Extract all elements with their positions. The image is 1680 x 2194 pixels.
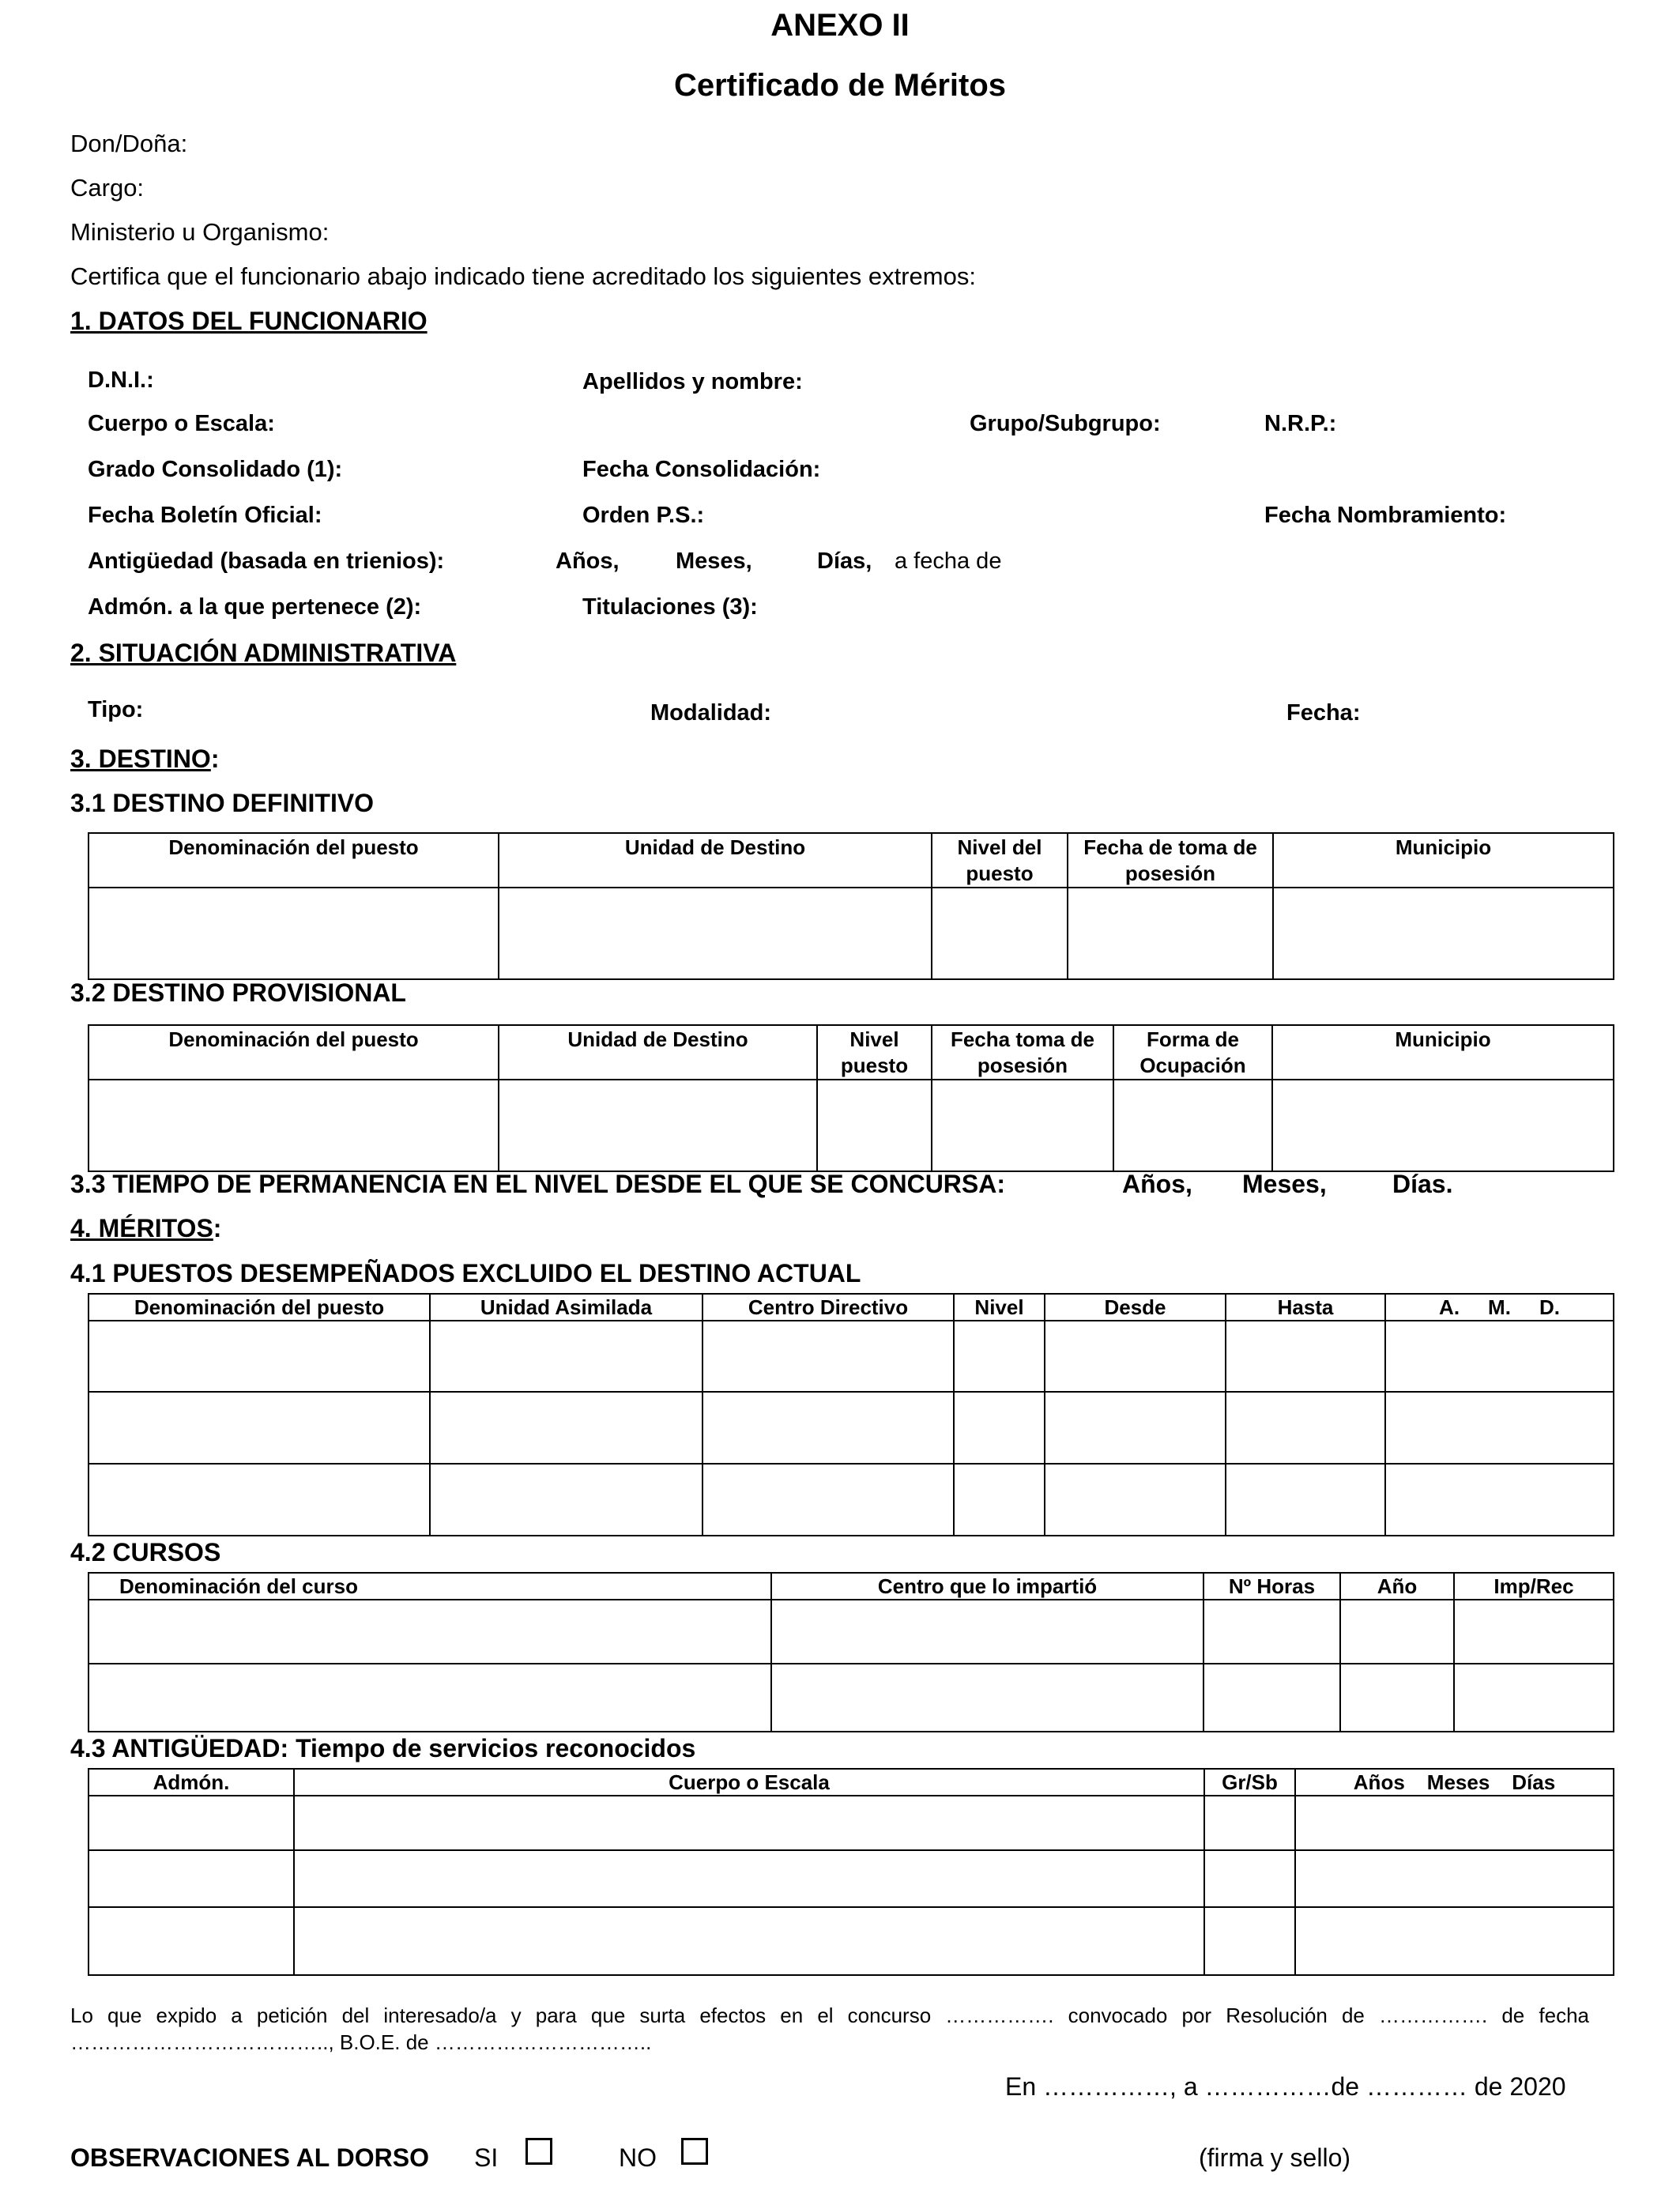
destino-definitivo-table xyxy=(88,832,1614,980)
fecha-nombramiento-label: Fecha Nombramiento: xyxy=(1264,503,1507,528)
cell-empty[interactable] xyxy=(954,1321,1045,1392)
cell-empty[interactable] xyxy=(932,888,1068,979)
antiguedad-table xyxy=(88,1768,1614,1976)
certifica-text: Certifica que el funcionario abajo indicado tiene acreditado los siguientes extremos: xyxy=(70,262,976,290)
cell-empty[interactable] xyxy=(954,1464,1045,1536)
col-unidad-destino: Unidad de Destino xyxy=(499,1025,817,1080)
col-gr-sb: Gr/Sb xyxy=(1204,1769,1295,1796)
cell-empty[interactable] xyxy=(1295,1796,1614,1850)
section-4-heading xyxy=(70,1214,221,1243)
grupo-label: Grupo/Subgrupo: xyxy=(970,411,1161,436)
puestos-heading: 4.1 PUESTOS DESEMPEÑADOS EXCLUIDO EL DESTINO ACTUAL xyxy=(70,1259,861,1287)
cell-empty[interactable] xyxy=(1068,888,1273,979)
cell-empty[interactable] xyxy=(703,1464,954,1536)
observaciones-label: OBSERVACIONES AL DORSO xyxy=(70,2143,429,2172)
col-admon: Admón. xyxy=(89,1769,294,1796)
col-ano: Año xyxy=(1340,1573,1454,1600)
table-row xyxy=(89,888,1614,979)
cell-empty[interactable] xyxy=(1340,1600,1454,1664)
destino-provisional-table xyxy=(88,1024,1614,1172)
cell-empty[interactable] xyxy=(1273,888,1614,979)
col-municipio: Municipio xyxy=(1272,1025,1614,1080)
cell-empty[interactable] xyxy=(294,1850,1204,1907)
cell-empty[interactable] xyxy=(1203,1664,1340,1732)
no-checkbox[interactable] xyxy=(681,2138,708,2165)
section-3-heading xyxy=(70,745,219,774)
permanencia-meses: Meses, xyxy=(1242,1170,1327,1198)
si-label: SI xyxy=(474,2143,499,2172)
col-unidad-asimilada: Unidad Asimilada xyxy=(430,1294,703,1321)
col-centro-imparticion: Centro que lo impartió xyxy=(771,1573,1203,1600)
section-3-colon: : xyxy=(210,745,220,773)
destino-definitivo-heading: 3.1 DESTINO DEFINITIVO xyxy=(70,789,375,817)
ministerio-label: Ministerio u Organismo: xyxy=(70,218,330,246)
cell-empty[interactable] xyxy=(89,1080,499,1171)
col-amd: A. M. D. xyxy=(1385,1294,1614,1321)
table-row xyxy=(89,1664,1614,1732)
dni-label: D.N.I.: xyxy=(88,368,154,393)
cell-empty[interactable] xyxy=(1454,1600,1614,1664)
cell-empty[interactable] xyxy=(954,1392,1045,1464)
cell-empty[interactable] xyxy=(1045,1321,1226,1392)
antiguedad-dias: Días, xyxy=(817,548,872,574)
cell-empty[interactable] xyxy=(703,1392,954,1464)
col-unidad-destino: Unidad de Destino xyxy=(499,833,932,888)
cell-empty[interactable] xyxy=(499,1080,817,1171)
col-denominacion: Denominación del puesto xyxy=(89,1025,499,1080)
col-denominacion: Denominación del puesto xyxy=(89,1294,430,1321)
cell-empty[interactable] xyxy=(1204,1907,1295,1975)
cell-empty[interactable] xyxy=(771,1600,1203,1664)
col-denominacion: Denominación del puesto xyxy=(89,833,499,888)
table-row xyxy=(89,1464,1614,1536)
table-row xyxy=(89,1796,1614,1850)
cell-empty[interactable] xyxy=(89,1392,430,1464)
cell-empty[interactable] xyxy=(932,1080,1113,1171)
col-anos-meses-dias: Años Meses Días xyxy=(1295,1769,1614,1796)
cell-empty[interactable] xyxy=(1226,1464,1385,1536)
col-fecha-toma: Fecha de toma de posesión xyxy=(1068,833,1273,888)
cell-empty[interactable] xyxy=(1272,1080,1614,1171)
fecha-consolidacion-label: Fecha Consolidación: xyxy=(582,457,821,482)
cuerpo-label: Cuerpo o Escala: xyxy=(88,411,275,436)
cell-empty[interactable] xyxy=(1385,1392,1614,1464)
destino-provisional-heading: 3.2 DESTINO PROVISIONAL xyxy=(70,978,406,1007)
table-row xyxy=(89,1080,1614,1171)
table-row xyxy=(89,1392,1614,1464)
table-row xyxy=(89,1600,1614,1664)
cell-empty[interactable] xyxy=(703,1321,954,1392)
antiguedad-anos: Años, xyxy=(556,548,620,574)
cell-empty[interactable] xyxy=(1295,1850,1614,1907)
cell-empty[interactable] xyxy=(1045,1464,1226,1536)
section-1-heading: 1. DATOS DEL FUNCIONARIO xyxy=(70,307,428,335)
grado-label: Grado Consolidado (1): xyxy=(88,457,343,482)
col-denominacion-curso: Denominación del curso xyxy=(89,1573,771,1600)
antiguedad-heading: 4.3 ANTIGÜEDAD: Tiempo de servicios reconocidos xyxy=(70,1734,696,1762)
cell-empty[interactable] xyxy=(1204,1796,1295,1850)
table-row xyxy=(89,1850,1614,1907)
titulaciones-label: Titulaciones (3): xyxy=(582,594,758,620)
col-nivel: Nivel del puesto xyxy=(932,833,1068,888)
cell-empty[interactable] xyxy=(294,1796,1204,1850)
tipo-label: Tipo: xyxy=(88,697,144,722)
cell-empty[interactable] xyxy=(89,1664,771,1732)
modalidad-label: Modalidad: xyxy=(650,700,772,726)
cell-empty[interactable] xyxy=(1226,1392,1385,1464)
col-centro-directivo: Centro Directivo xyxy=(703,1294,954,1321)
table-row xyxy=(89,1321,1614,1392)
cell-empty[interactable] xyxy=(430,1392,703,1464)
no-label: NO xyxy=(619,2143,657,2172)
cell-empty[interactable] xyxy=(1340,1664,1454,1732)
col-fecha-toma: Fecha toma de posesión xyxy=(932,1025,1113,1080)
cargo-label: Cargo: xyxy=(70,174,145,202)
antiguedad-label: Antigüedad (basada en trienios): xyxy=(88,548,445,574)
annex-title: ANEXO II xyxy=(770,8,910,43)
cell-empty[interactable] xyxy=(294,1907,1204,1975)
col-nivel: Nivel puesto xyxy=(817,1025,932,1080)
apellidos-label: Apellidos y nombre: xyxy=(582,369,803,394)
cell-empty[interactable] xyxy=(89,888,499,979)
firma-label: (firma y sello) xyxy=(1199,2143,1351,2172)
cell-empty[interactable] xyxy=(499,888,932,979)
cell-empty[interactable] xyxy=(1045,1392,1226,1464)
page-title: Certificado de Méritos xyxy=(673,68,1007,103)
cell-empty[interactable] xyxy=(1385,1464,1614,1536)
section-3-title: 3. DESTINO xyxy=(70,745,211,773)
cell-empty[interactable] xyxy=(1385,1321,1614,1392)
col-forma-ocupacion: Forma de Ocupación xyxy=(1113,1025,1272,1080)
cell-empty[interactable] xyxy=(89,1464,430,1536)
cell-empty[interactable] xyxy=(89,1321,430,1392)
orden-label: Orden P.S.: xyxy=(582,503,705,528)
cell-empty[interactable] xyxy=(89,1907,294,1975)
col-hasta: Hasta xyxy=(1226,1294,1385,1321)
section-4-colon: : xyxy=(213,1214,222,1242)
table-row xyxy=(89,1907,1614,1975)
section-2-heading: 2. SITUACIÓN ADMINISTRATIVA xyxy=(70,639,457,667)
cell-empty[interactable] xyxy=(89,1850,294,1907)
cell-empty[interactable] xyxy=(817,1080,932,1171)
col-horas: Nº Horas xyxy=(1203,1573,1340,1600)
col-cuerpo-escala: Cuerpo o Escala xyxy=(294,1769,1204,1796)
cell-empty[interactable] xyxy=(89,1600,771,1664)
cell-empty[interactable] xyxy=(1295,1907,1614,1975)
a-fecha-de: a fecha de xyxy=(895,548,1002,574)
section-4-title: 4. MÉRITOS xyxy=(70,1214,213,1242)
expido-text-line1: Lo que expido a petición del interesado/a y para que surta efectos en el concurso ……………. convocado por Resolución de ……………. de fecha xyxy=(70,2004,1589,2027)
col-imp-rec: Imp/Rec xyxy=(1454,1573,1614,1600)
don-label: Don/Doña: xyxy=(70,130,188,157)
expido-text-line2: ……………………………….., B.O.E. de ………………………….. xyxy=(70,2030,652,2054)
cell-empty[interactable] xyxy=(1204,1850,1295,1907)
col-desde: Desde xyxy=(1045,1294,1226,1321)
antiguedad-meses: Meses, xyxy=(676,548,752,574)
col-nivel: Nivel xyxy=(954,1294,1045,1321)
cell-empty[interactable] xyxy=(1226,1321,1385,1392)
admon-label: Admón. a la que pertenece (2): xyxy=(88,594,422,620)
fecha-label: Fecha: xyxy=(1286,700,1361,726)
fecha-boletin-label: Fecha Boletín Oficial: xyxy=(88,503,322,528)
cell-empty[interactable] xyxy=(430,1464,703,1536)
cursos-heading: 4.2 CURSOS xyxy=(70,1538,221,1566)
cell-empty[interactable] xyxy=(771,1664,1203,1732)
cell-empty[interactable] xyxy=(1203,1600,1340,1664)
nrp-label: N.R.P.: xyxy=(1264,411,1337,436)
col-municipio: Municipio xyxy=(1273,833,1614,888)
puestos-table xyxy=(88,1293,1614,1536)
permanencia-label: 3.3 TIEMPO DE PERMANENCIA EN EL NIVEL DESDE EL QUE SE CONCURSA: xyxy=(70,1170,1006,1198)
cell-empty[interactable] xyxy=(1454,1664,1614,1732)
cell-empty[interactable] xyxy=(430,1321,703,1392)
permanencia-dias: Días. xyxy=(1392,1170,1453,1198)
cell-empty[interactable] xyxy=(1113,1080,1272,1171)
si-checkbox[interactable] xyxy=(525,2138,552,2165)
place-date: En ……………, a ……………de ………… de 2020 xyxy=(1005,2072,1566,2101)
cell-empty[interactable] xyxy=(89,1796,294,1850)
cursos-table xyxy=(88,1572,1614,1732)
permanencia-anos: Años, xyxy=(1122,1170,1192,1198)
